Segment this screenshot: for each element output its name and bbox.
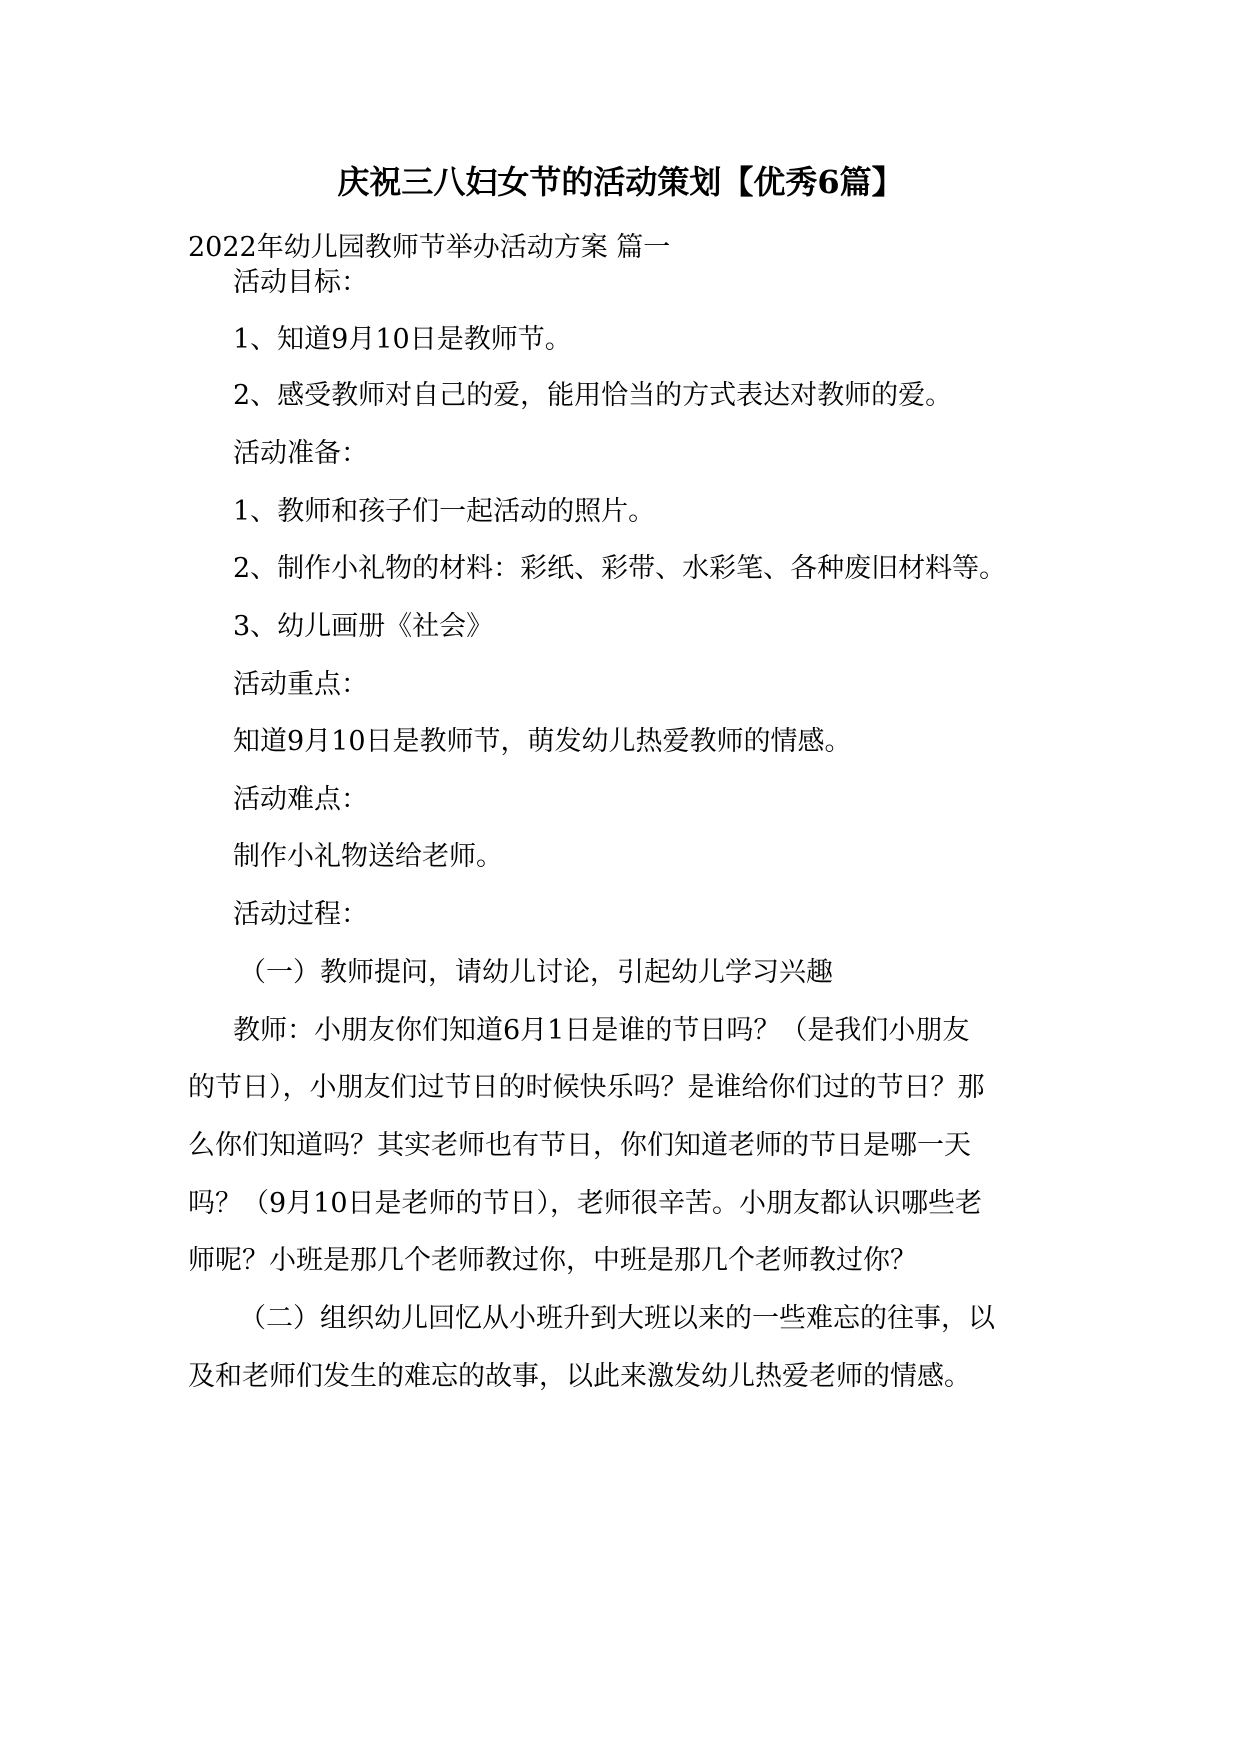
document-title: 庆祝三八妇女节的活动策划【优秀6篇】 xyxy=(337,163,904,201)
paragraph-line: 1、知道9月10日是教师节。 xyxy=(233,324,572,355)
paragraph-line: 的节日），小朋友们过节日的时候快乐吗？是谁给你们过的节日？那 xyxy=(188,1072,985,1103)
paragraph-line: 吗？（9月10日是老师的节日），老师很辛苦。小朋友都认识哪些老 xyxy=(188,1188,983,1219)
paragraph-line: 活动准备： xyxy=(233,438,368,469)
paragraph-line: 1、教师和孩子们一起活动的照片。 xyxy=(233,496,656,527)
paragraph-line: 知道9月10日是教师节，萌发幼儿热爱教师的情感。 xyxy=(233,726,852,757)
paragraph-line: 2、制作小礼物的材料：彩纸、彩带、水彩笔、各种废旧材料等。 xyxy=(233,553,1007,584)
paragraph-line: （一）教师提问，请幼儿讨论，引起幼儿学习兴趣 xyxy=(239,957,833,988)
paragraph-line: 3、幼儿画册《社会》 xyxy=(233,611,494,642)
paragraph-line: 师呢？小班是那几个老师教过你，中班是那几个老师教过你？ xyxy=(188,1245,917,1276)
section-heading: 2022年幼儿园教师节举办活动方案 篇一 xyxy=(188,232,671,263)
paragraph-line: 2、感受教师对自己的爱，能用恰当的方式表达对教师的爱。 xyxy=(233,380,953,411)
paragraph-line: 制作小礼物送给老师。 xyxy=(233,841,503,872)
paragraph-line: 教师：小朋友你们知道6月1日是谁的节日吗？（是我们小朋友 xyxy=(233,1015,970,1046)
paragraph-line: 活动目标： xyxy=(233,267,368,298)
paragraph-line: 及和老师们发生的难忘的故事，以此来激发幼儿热爱老师的情感。 xyxy=(188,1361,971,1392)
paragraph-line: 活动过程： xyxy=(233,899,368,930)
paragraph-line: （二）组织幼儿回忆从小班升到大班以来的一些难忘的往事，以 xyxy=(239,1303,995,1334)
paragraph-line: 么你们知道吗？其实老师也有节日，你们知道老师的节日是哪一天 xyxy=(188,1130,971,1161)
paragraph-line: 活动难点： xyxy=(233,784,368,815)
paragraph-line: 活动重点： xyxy=(233,669,368,700)
